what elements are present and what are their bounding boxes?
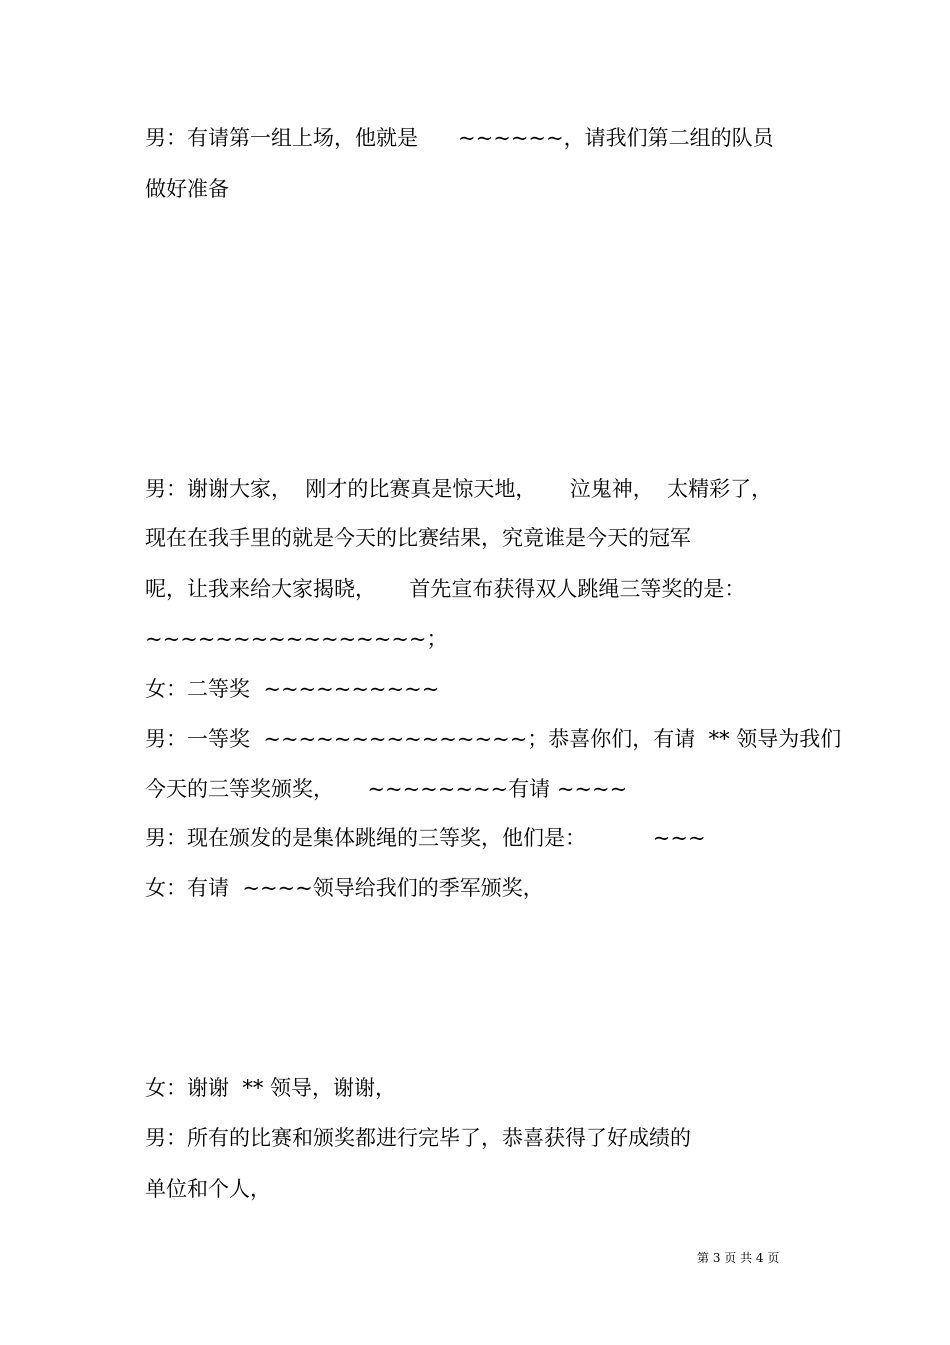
text-line-14: 单位和个人， — [145, 1177, 271, 1201]
text-line-4: 现在在我手里的就是今天的比赛结果，究竟谁是今天的冠军 — [145, 526, 691, 550]
text-line-13: 男：所有的比赛和颁奖都进行完毕了，恭喜获得了好成绩的 — [145, 1126, 691, 1150]
page-number-footer: 第 3 页 共 4 页 — [697, 1251, 780, 1265]
text-line-5: 呢，让我来给大家揭晓， 首先宣布获得双人跳绳三等奖的是： — [145, 577, 746, 601]
text-line-7: 女：二等奖 ~~~~~~~~~~ — [145, 677, 440, 701]
text-line-1: 男：有请第一组上场，他就是 ~~~~~~，请我们第二组的队员 — [145, 126, 774, 150]
text-line-11: 女：有请 ~~~~领导给我们的季军颁奖， — [145, 876, 544, 900]
text-line-8: 男：一等奖 ~~~~~~~~~~~~~~~；恭喜你们，有请 ** 领导为我们 — [145, 727, 842, 751]
text-line-10: 男：现在颁发的是集体跳绳的三等奖，他们是： ~~~ — [145, 826, 706, 850]
text-line-6: ~~~~~~~~~~~~~~~~； — [145, 627, 448, 651]
text-line-2: 做好准备 — [145, 177, 229, 201]
text-line-12: 女：谢谢 ** 领导，谢谢， — [145, 1076, 397, 1100]
text-line-9: 今天的三等奖颁奖， ~~~~~~~~有请 ~~~~ — [145, 777, 628, 801]
text-line-3: 男：谢谢大家， 刚才的比赛真是惊天地， 泣鬼神， 太精彩了， — [145, 477, 773, 501]
